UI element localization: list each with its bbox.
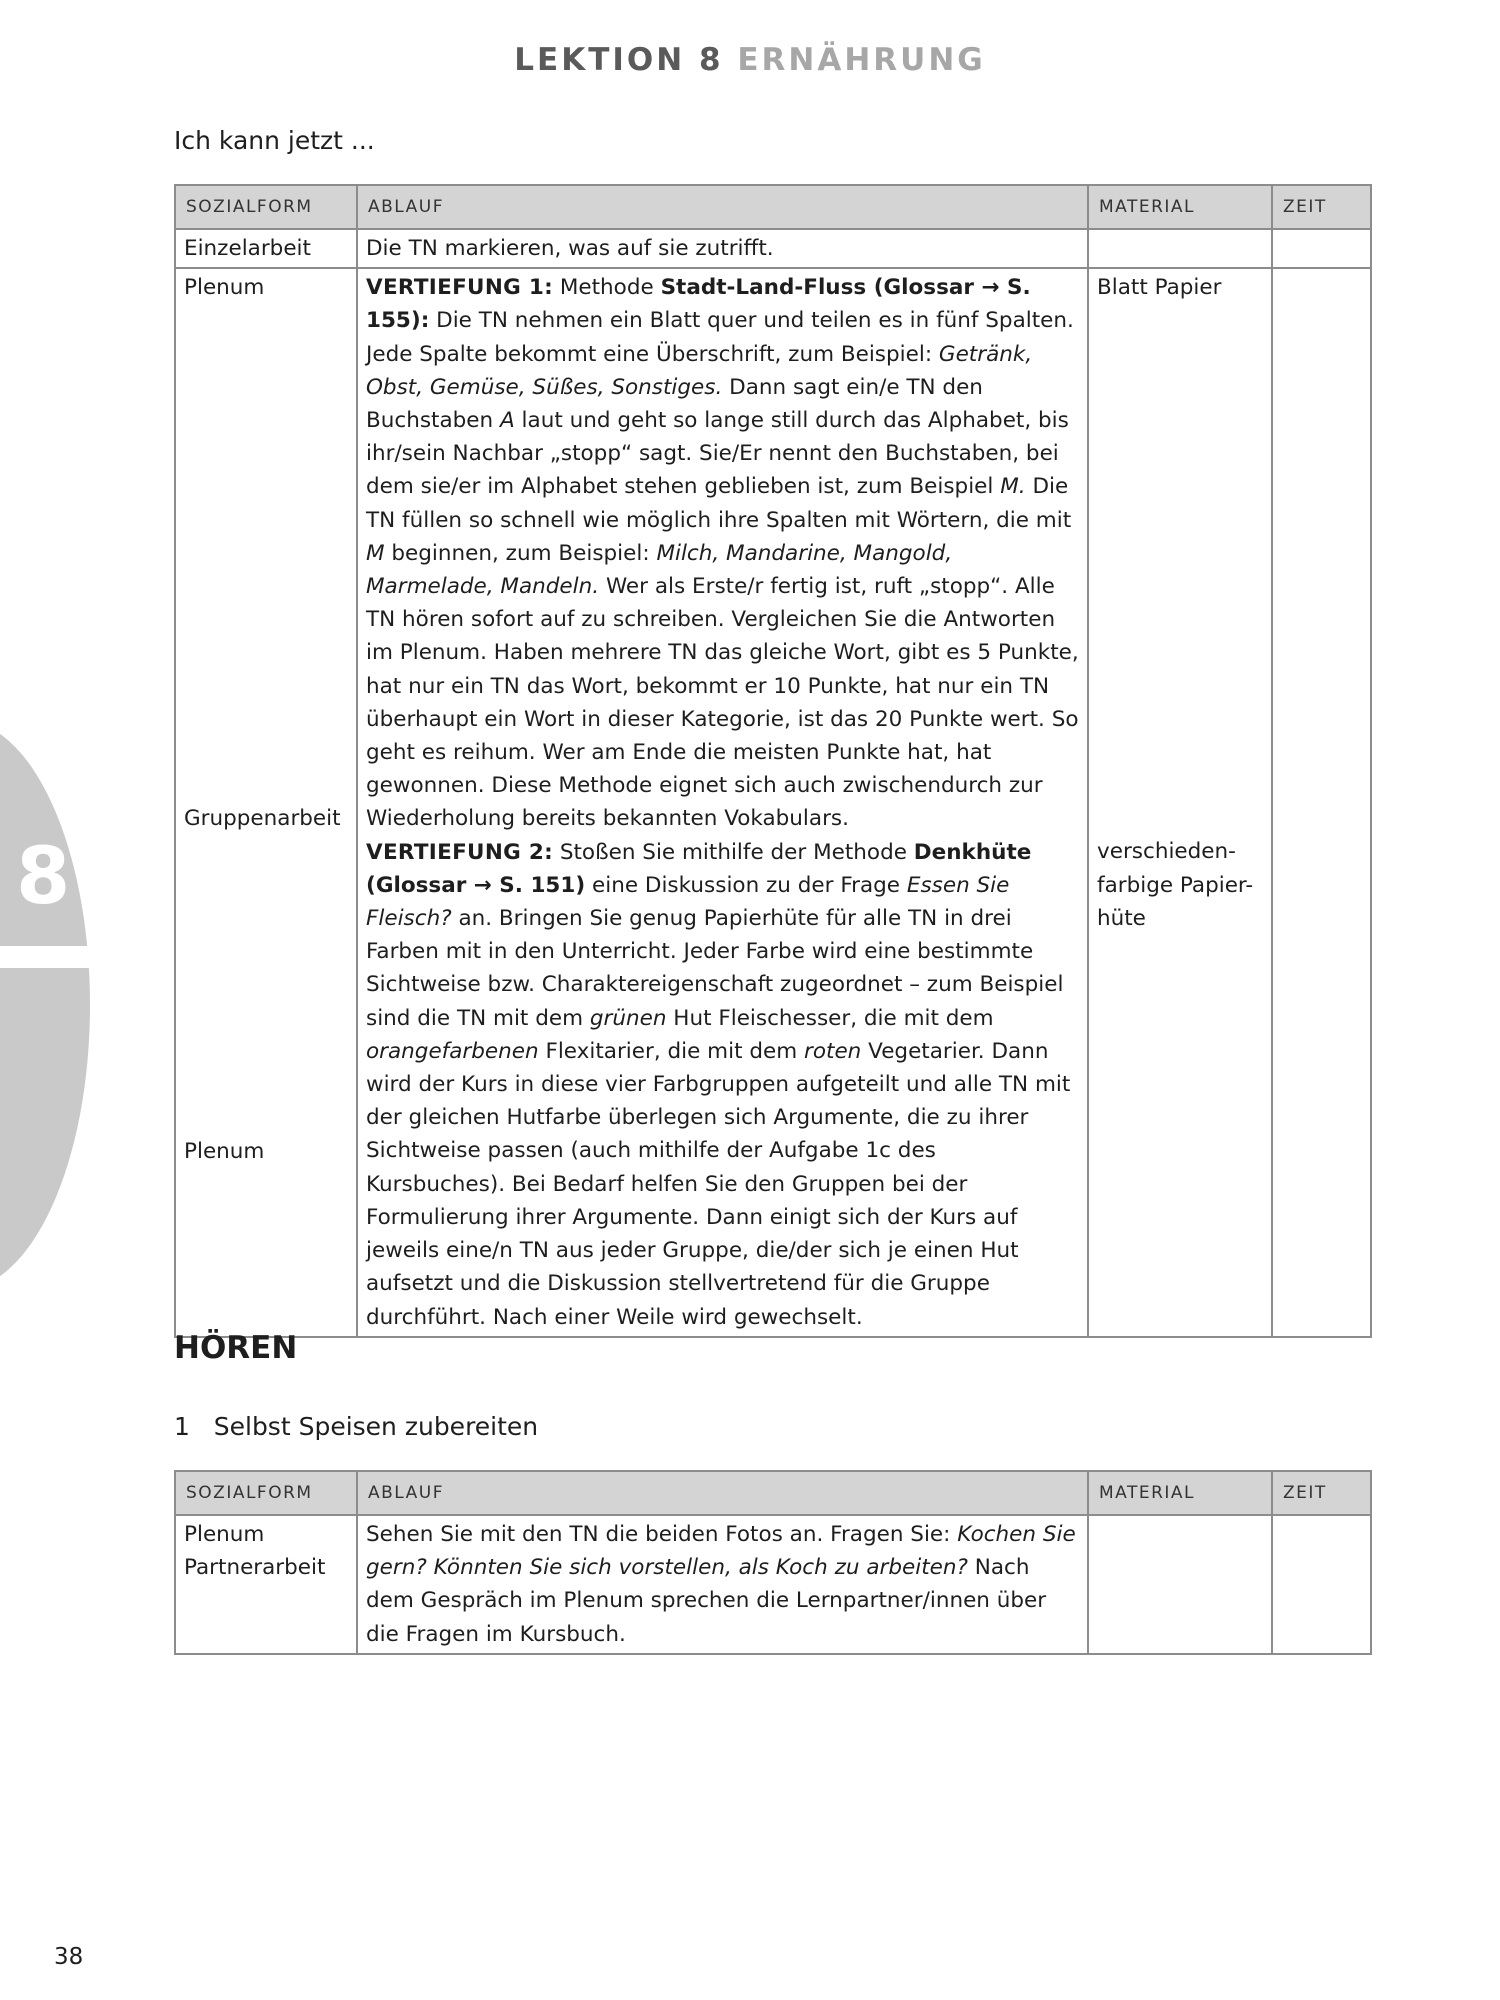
discussion-question: Essen Sie Fleisch? <box>366 872 1010 932</box>
material-papierhuete: verschieden-farbige Papier-hüte <box>1097 839 1254 931</box>
lesson-table-2 <box>174 1470 1372 1655</box>
hat-color: roten <box>804 1038 862 1064</box>
vertiefung-1-label: VERTIEFUNG 1: <box>366 275 553 301</box>
header-ablauf: ABLAUF <box>357 185 1088 229</box>
text-run: an. Bringen Sie genug Papierhüte für alle TN in drei Farben mit in den Unterricht. Jeder Farbe wird eine bestimmte Sichtweise bzw. Charaktereigenschaft zugeordnet – zum Beispiel sind die TN mit dem <box>366 906 1064 1031</box>
discussion-question: Kochen Sie gern? Könnten Sie sich vorstellen, als Koch zu arbeiten? <box>366 1522 1076 1581</box>
text-run: Dann sagt ein/e TN den Buchstaben <box>366 374 983 434</box>
header-ablauf: ABLAUF <box>357 1471 1088 1515</box>
hat-color: orangefarbenen <box>366 1038 539 1064</box>
cell-zeit <box>1272 1515 1371 1654</box>
cell-zeit <box>1272 268 1371 1337</box>
cell-ablauf <box>357 1515 1088 1654</box>
material-blatt-papier: Blatt Papier <box>1097 275 1222 301</box>
vertiefung-2-label: VERTIEFUNG 2: <box>366 839 553 865</box>
text-run: Vegetarier. Dann wird der Kurs in diese vier Farbgruppen aufgeteilt und alle TN mit der gleichen Hutfarbe überlegen sich Argumente, die zu ihrer Sichtweise passen (auch mithilfe der Aufgabe 1c des Kursbuches). Bei Bedarf helfen Sie den Gruppen bei der Formulierung ihrer Argumente. Dann einigt sich der Kurs auf jeweils eine/n TN aus jeder Gruppe, die/der sich je einen Hut aufsetzt und die Diskussion stellvertretend für die Gruppe durchführt. Nach einer Weile wird gewechselt. <box>366 1038 1071 1330</box>
text-run: Hut Fleischesser, die mit dem <box>673 1005 994 1031</box>
example-words: Getränk, Obst, Gemüse, Süßes, Sonstiges. <box>366 341 1033 400</box>
text-run: Die TN nehmen ein Blatt quer und teilen es in fünf Spalten. Jede Spalte bekommt eine Überschrift, zum Beispiel: <box>366 308 1074 367</box>
text-run: laut und geht so lange still durch das Alphabet, bis ihr/sein Nachbar „stopp“ sagt. Sie/Er nennt den Buchstaben, bei dem sie/er im Alphabet stehen geblieben ist, zum Beispiel <box>366 408 1069 500</box>
sozialform-plenum: Plenum <box>184 275 265 301</box>
example-letter: M. <box>1000 474 1026 500</box>
cell-ablauf: Die TN markieren, was auf sie zutrifft. <box>357 229 1088 268</box>
header-sozialform: SOZIALFORM <box>175 1471 357 1515</box>
text-run: eine Diskussion zu der Frage <box>592 872 901 898</box>
chapter-side-tab <box>0 720 90 1290</box>
sozialform-gruppenarbeit: Gruppenarbeit <box>184 806 341 832</box>
header-material: MATERIAL <box>1088 185 1272 229</box>
method-name: Denkhüte (Glossar → S. 151) <box>366 839 1032 898</box>
text-run: beginnen, zum Beispiel: <box>391 540 650 566</box>
text-run: Methode <box>559 275 654 301</box>
running-head-lesson: LEKTION 8 <box>514 42 724 78</box>
sozialform-plenum: Plenum <box>184 1522 265 1547</box>
table-row <box>175 229 1371 268</box>
running-head-topic: ERNÄHRUNG <box>737 42 986 78</box>
cell-sozialform <box>175 268 357 1337</box>
cell-ablauf <box>357 268 1088 1337</box>
section-heading-hoeren: HÖREN <box>174 1330 298 1366</box>
example-words: Milch, Mandarine, Mangold, Marmelade, Mandeln. <box>366 540 953 600</box>
header-zeit: ZEIT <box>1272 185 1371 229</box>
cell-material <box>1088 1515 1272 1654</box>
example-letter: A <box>499 408 515 434</box>
lesson-table-1 <box>174 184 1372 1338</box>
header-sozialform: SOZIALFORM <box>175 185 357 229</box>
hat-color: grünen <box>589 1005 667 1031</box>
cell-sozialform <box>175 1515 357 1654</box>
cell-sozialform: Einzelarbeit <box>175 229 357 268</box>
sozialform-plenum-2: Plenum <box>184 1138 265 1164</box>
running-head <box>0 42 1500 78</box>
text-run: Die TN füllen so schnell wie möglich ihre Spalten mit Wörtern, die mit <box>366 474 1072 533</box>
table-header-row <box>175 185 1371 229</box>
section-title-ich-kann-jetzt: Ich kann jetzt ... <box>174 126 375 155</box>
text-run: Wer als Erste/r fertig ist, ruft „stopp“. Alle TN hören sofort auf zu schreiben. Vergleichen Sie die Antworten im Plenum. Haben mehrere TN das gleiche Wort, gibt es 5 Punkte, hat nur ein TN das Wort, bekommt er 10 Punkte, hat nur ein TN überhaupt ein Wort in dieser Kategorie, ist das 20 Punkte wert. So geht es reihum. Wer am Ende die meisten Punkte hat, hat gewonnen. Diese Methode eignet sich auch zwischendurch zur Wiederholung bereits bekannten Vokabulars. <box>366 574 1079 832</box>
exercise-title: 1 Selbst Speisen zubereiten <box>174 1412 539 1441</box>
header-material: MATERIAL <box>1088 1471 1272 1515</box>
cell-material <box>1088 229 1272 268</box>
cell-material <box>1088 268 1272 1337</box>
cell-zeit <box>1272 229 1371 268</box>
method-name: Stadt-Land-Fluss (Glossar → S. 155): <box>366 275 1031 334</box>
sozialform-partnerarbeit: Partnerarbeit <box>184 1555 326 1581</box>
table-row <box>175 268 1371 1337</box>
example-letter: M <box>366 540 385 566</box>
text-run: Sehen Sie mit den TN die beiden Fotos an. Fragen Sie: <box>366 1522 951 1547</box>
table-row <box>175 1515 1371 1654</box>
header-zeit: ZEIT <box>1272 1471 1371 1515</box>
text-run: Nach dem Gespräch im Plenum sprechen die Lernpartner/innen über die Fragen im Kursbuch. <box>366 1555 1047 1647</box>
page-number: 38 <box>54 1944 84 1970</box>
table-header-row <box>175 1471 1371 1515</box>
text-run: Stoßen Sie mithilfe der Methode <box>559 839 907 865</box>
text-run: Flexitarier, die mit dem <box>545 1038 798 1064</box>
chapter-side-number: 8 <box>16 832 71 922</box>
